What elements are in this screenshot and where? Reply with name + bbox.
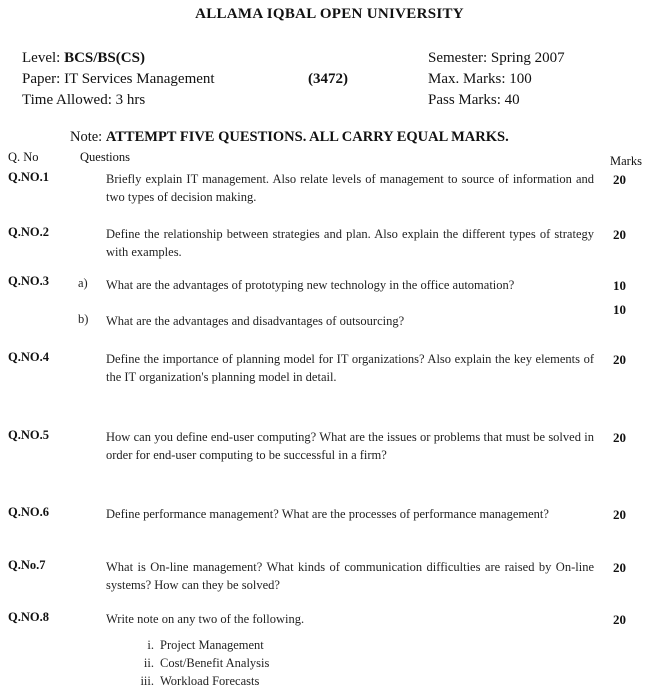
question-marks: 20 bbox=[613, 352, 626, 367]
question-number: Q.NO.4 bbox=[8, 350, 49, 364]
question-number: Q.No.7 bbox=[8, 558, 46, 572]
question-text: What is On-line management? What kinds of communication difficulties are raised by On-line systems? How can they be solved? bbox=[106, 560, 594, 592]
list-item-label: ii. bbox=[143, 656, 154, 670]
part-marks: 10 bbox=[613, 278, 626, 293]
question-text: Define the relationship between strategies and plan. Also explain the different types of strategy with examples. bbox=[106, 227, 594, 259]
question-number: Q.NO.3 bbox=[8, 274, 49, 288]
list-item-label: iii. bbox=[140, 674, 154, 688]
question-text: Write note on any two of the following. bbox=[106, 612, 305, 626]
level-label: Level: bbox=[22, 50, 65, 66]
question-marks: 20 bbox=[613, 507, 626, 522]
time-allowed: Time Allowed: 3 hrs bbox=[22, 92, 146, 108]
list-item-label: i. bbox=[147, 638, 154, 652]
column-header-qno: Q. No bbox=[8, 150, 39, 164]
part-label: a) bbox=[78, 276, 88, 290]
list-item: Cost/Benefit Analysis bbox=[160, 656, 270, 670]
column-header-marks: Marks bbox=[610, 154, 642, 168]
paper-code: (3472) bbox=[308, 71, 348, 87]
semester: Semester: Spring 2007 bbox=[428, 50, 565, 66]
question-text: Define the importance of planning model for IT organizations? Also explain the key elements of the IT organization's planning model in detail. bbox=[106, 352, 594, 384]
part-text: What are the advantages of prototyping new technology in the office automation? bbox=[106, 278, 515, 292]
question-number: Q.NO.2 bbox=[8, 225, 49, 239]
note-label: Note: bbox=[70, 129, 106, 145]
question-marks: 20 bbox=[613, 172, 626, 187]
question-marks: 20 bbox=[613, 430, 626, 445]
question-text: How can you define end-user computing? What are the issues or problems that must be solved in order for end-user computing to be successful in a firm? bbox=[106, 430, 594, 462]
question-number: Q.NO.5 bbox=[8, 428, 49, 442]
question-text: Define performance management? What are the processes of performance management? bbox=[106, 507, 549, 521]
question-marks: 20 bbox=[613, 560, 626, 575]
paper-line: Paper: IT Services Management bbox=[22, 71, 215, 87]
instructions-note bbox=[70, 129, 509, 146]
pass-marks: Pass Marks: 40 bbox=[428, 92, 520, 108]
question-marks: 20 bbox=[613, 612, 626, 627]
university-title: ALLAMA IQBAL OPEN UNIVERSITY bbox=[195, 6, 464, 22]
question-number: Q.NO.1 bbox=[8, 170, 49, 184]
part-label: b) bbox=[78, 312, 89, 326]
question-number: Q.NO.8 bbox=[8, 610, 49, 624]
question-number: Q.NO.6 bbox=[8, 505, 49, 519]
part-text: What are the advantages and disadvantages of outsourcing? bbox=[106, 314, 405, 328]
column-header-questions: Questions bbox=[80, 150, 130, 164]
question-text: Briefly explain IT management. Also relate levels of management to source of information and two types of decision making. bbox=[106, 172, 594, 204]
list-item: Workload Forecasts bbox=[160, 674, 260, 688]
list-item: Project Management bbox=[160, 638, 264, 652]
note-text: ATTEMPT FIVE QUESTIONS. ALL CARRY EQUAL MARKS. bbox=[105, 129, 509, 145]
level-value: BCS/BS(CS) bbox=[64, 50, 145, 66]
max-marks: Max. Marks: 100 bbox=[428, 71, 532, 87]
question-marks: 20 bbox=[613, 227, 626, 242]
level-line bbox=[22, 48, 145, 68]
part-marks: 10 bbox=[613, 302, 626, 317]
